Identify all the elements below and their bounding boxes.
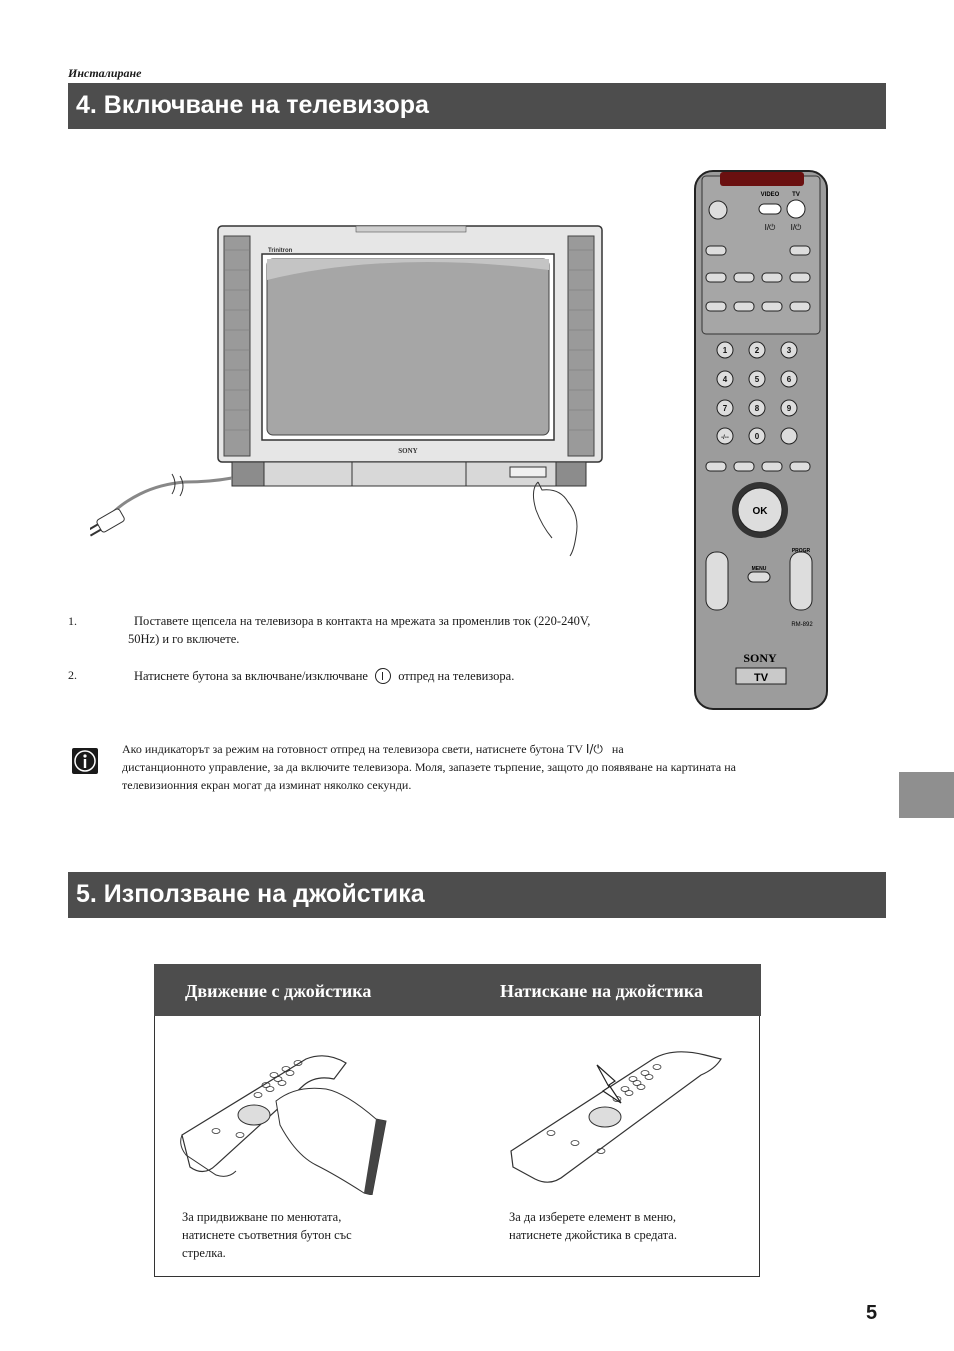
tv-brand-bottom: SONY: [398, 447, 418, 455]
note-line-1-before: Ако индикаторът за режим на готовност отпред на телевизора свети, натиснете бутона TV: [122, 742, 583, 756]
remote-digit-2: 2: [754, 346, 760, 355]
remote-digit-4: 4: [722, 375, 728, 384]
remote-label-video: VIDEO: [760, 192, 780, 198]
remote-digit-0: 0: [754, 432, 760, 441]
note-line-1: [122, 740, 812, 758]
note-line-1-after: на: [611, 742, 624, 756]
remote-digit-8: 8: [754, 404, 760, 413]
page-number: 5: [866, 1302, 878, 1324]
joystick-col1-caption: [182, 1208, 352, 1262]
section-heading-5: 5. Използване на джойстика: [68, 872, 886, 918]
note-line-2: дистанционното управление, за да включите телевизора. Моля, запазете търпение, защото до появяване на картината на: [122, 760, 737, 774]
remote-ok-label: OK: [752, 506, 768, 517]
step-2-text: [134, 668, 514, 685]
joystick-move-illustration: [176, 1045, 396, 1195]
remote-power-symbol-video: I/⏻: [764, 223, 776, 232]
remote-digit-3: 3: [786, 346, 792, 355]
remote-power-symbol-tv: I/⏻: [790, 223, 802, 232]
step-1-number: 1.: [68, 614, 77, 628]
side-tab: [899, 772, 954, 818]
tv-brand-top: Trinitron: [268, 248, 293, 254]
step-2-text-after: отпред на телевизора.: [398, 669, 515, 683]
remote-progr-label: PROGR: [791, 548, 811, 554]
power-icon: [375, 668, 391, 684]
step-2-number: 2.: [68, 668, 77, 682]
joystick-press-illustration: [505, 1045, 725, 1195]
joystick-col1-caption-line-3: стрелка.: [182, 1246, 226, 1260]
step-1-line-2: 50Hz) и го включете.: [128, 632, 240, 646]
remote-menu-label: MENU: [751, 566, 767, 572]
remote-digit-5: 5: [754, 375, 760, 384]
remote-model-label: RM-892: [791, 622, 813, 628]
section-label: Инсталиране: [68, 66, 142, 80]
info-icon: [72, 748, 98, 774]
joystick-col1-caption-line-1: За придвижване по менютата,: [182, 1210, 342, 1224]
section-heading-4: 4. Включване на телевизора: [68, 83, 886, 129]
tv-illustration: [90, 220, 610, 560]
step-1-line-1: Поставете щепсела на телевизора в контакта на мрежата за променлив ток (220-240V,: [134, 614, 591, 628]
remote-digit-1: 1: [722, 346, 728, 355]
step-2-text-before: Натиснете бутона за включване/изключване: [134, 669, 368, 683]
joystick-col1-caption-line-2: натиснете съответния бутон със: [182, 1228, 352, 1242]
remote-label-tv: TV: [792, 192, 800, 198]
remote-control-illustration: [692, 168, 832, 714]
remote-digit-6: 6: [786, 375, 792, 384]
note-text: [122, 740, 812, 794]
joystick-col1-heading: Движение с джойстика: [185, 981, 372, 1001]
remote-digit-9: 9: [786, 404, 792, 413]
note-power-symbol: I/⏻: [585, 742, 603, 756]
joystick-col2-heading: Натискане на джойстика: [500, 981, 703, 1001]
joystick-col2-caption: [509, 1208, 677, 1244]
remote-digit-dash: -/--: [721, 435, 729, 441]
remote-brand: SONY: [743, 651, 777, 665]
joystick-col2-caption-line-2: натиснете джойстика в средата.: [509, 1228, 677, 1242]
joystick-col2-caption-line-1: За да изберете елемент в меню,: [509, 1210, 676, 1224]
remote-brand-sub: TV: [753, 672, 769, 684]
remote-digit-7: 7: [722, 404, 728, 413]
note-line-3: телевизионния екран могат да изминат няколко секунди.: [122, 778, 412, 792]
